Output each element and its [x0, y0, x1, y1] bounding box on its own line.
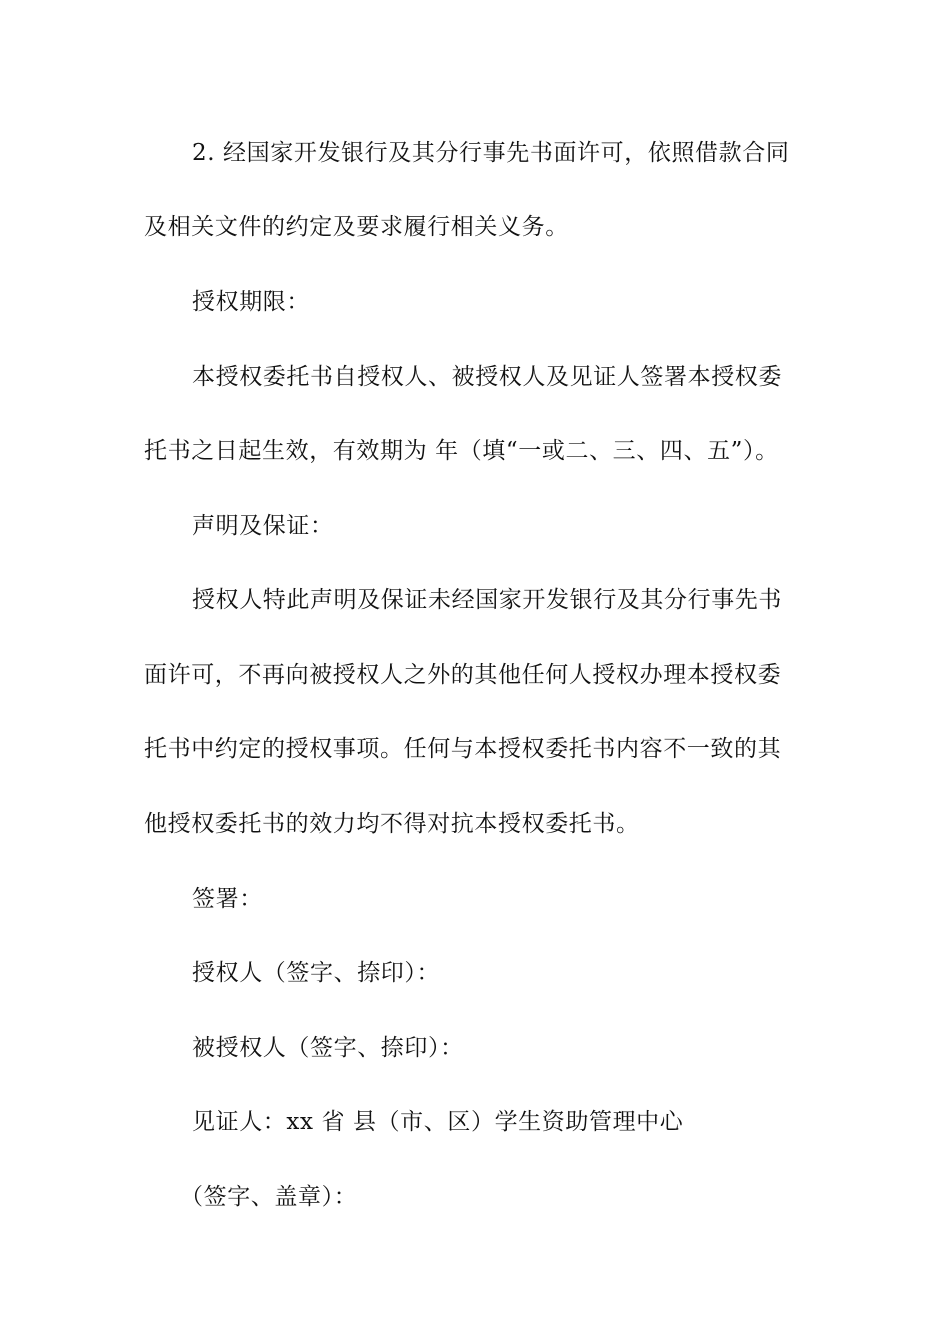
- section-heading-signature: 签署：: [192, 886, 263, 912]
- paragraph-line-4: 托书之日起生效，有效期为 年（填“一或二、三、四、五”）。: [144, 438, 779, 464]
- signature-witness: 见证人：xx 省 县（市、区）学生资助管理中心: [192, 1109, 684, 1135]
- paragraph-line-3: 本授权委托书自授权人、被授权人及见证人签署本授权委: [192, 364, 782, 390]
- section-heading-term: 授权期限：: [192, 289, 310, 315]
- paragraph-line-7: 托书中约定的授权事项。任何与本授权委托书内容不一致的其: [144, 736, 782, 762]
- paragraph-line-8: 他授权委托书的效力均不得对抗本授权委托书。: [144, 811, 640, 837]
- signature-grantor: 授权人（签字、捺印）：: [192, 960, 441, 986]
- paragraph-line-1: 2. 经国家开发银行及其分行事先书面许可，依照借款合同: [192, 140, 790, 166]
- signature-grantee: 被授权人（签字、捺印）：: [192, 1035, 464, 1061]
- signature-witness-seal: （签字、盖章）：: [180, 1184, 358, 1210]
- paragraph-line-2: 及相关文件的约定及要求履行相关义务。: [144, 214, 569, 240]
- paragraph-line-6: 面许可，不再向被授权人之外的其他任何人授权办理本授权委: [144, 662, 782, 688]
- section-heading-declaration: 声明及保证：: [192, 513, 334, 539]
- paragraph-line-5: 授权人特此声明及保证未经国家开发银行及其分行事先书: [192, 587, 782, 613]
